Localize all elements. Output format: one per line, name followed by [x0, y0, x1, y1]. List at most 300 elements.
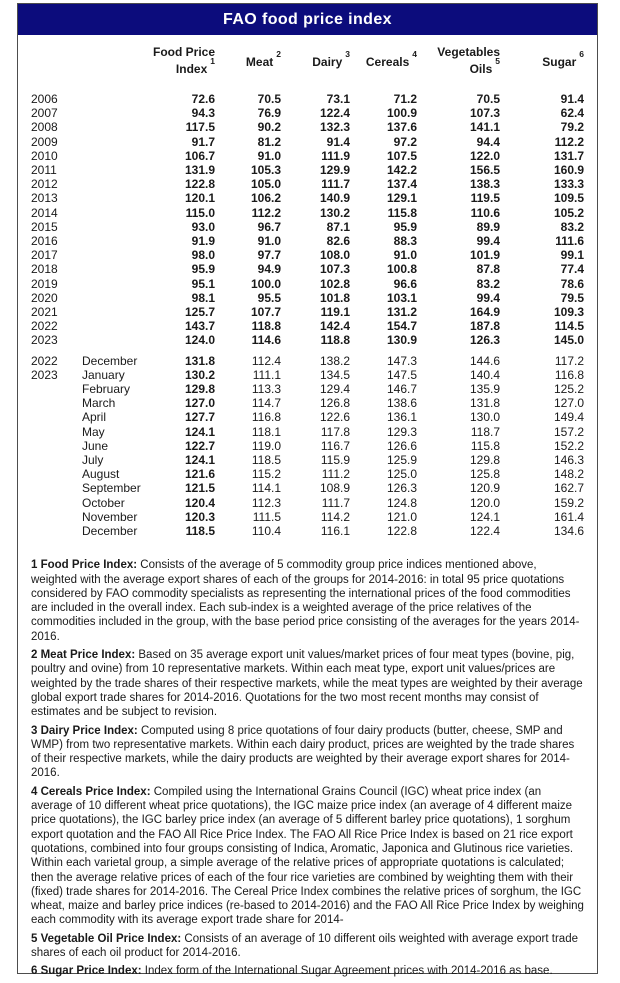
col-header-label: Cereals [365, 55, 410, 70]
value-cell: 120.3 [184, 509, 215, 524]
footnote-4-label: 4 Cereals Price Index: [31, 785, 151, 798]
footnote-2 [31, 648, 585, 719]
month-cell [82, 163, 148, 177]
value-cell: 91.0 [393, 248, 417, 263]
value-cell: 125.9 [386, 453, 417, 468]
footnote-3 [31, 724, 585, 781]
year-cell: 2023 [31, 333, 58, 348]
table-row [31, 425, 584, 439]
value-cell: 90.2 [257, 120, 281, 135]
value-cell: 91.9 [191, 234, 215, 249]
title-bar [18, 4, 597, 35]
value-cell: 137.4 [386, 177, 417, 192]
value-cell: 70.5 [476, 92, 500, 106]
value-cell: 160.9 [553, 163, 584, 178]
value-cell: 142.2 [386, 163, 417, 178]
footnote-1-label: 1 Food Price Index: [31, 559, 138, 572]
value-cell: 107.5 [386, 148, 417, 163]
year-cell [31, 396, 82, 410]
col-header-label: Index [175, 62, 208, 76]
table-row [31, 206, 584, 220]
value-cell: 111.6 [555, 234, 584, 249]
month-cell: December [82, 353, 138, 368]
value-cell: 152.2 [553, 438, 584, 453]
value-cell: 116.1 [320, 524, 350, 539]
month-cell: September [82, 481, 141, 496]
year-cell: 2006 [31, 92, 58, 106]
table-row [31, 277, 584, 291]
value-cell: 118.7 [470, 424, 500, 439]
value-cell: 73.1 [326, 92, 350, 106]
value-cell: 106.7 [184, 148, 215, 163]
value-cell: 102.8 [319, 276, 350, 291]
year-cell: 2014 [31, 205, 58, 220]
col-header-dairy [281, 39, 350, 83]
value-cell: 127.0 [184, 396, 215, 411]
value-cell: 101.9 [469, 248, 500, 263]
col-header-meat [215, 39, 281, 83]
col-header-food-price-index [148, 39, 215, 83]
value-cell: 121.6 [184, 467, 215, 482]
value-cell: 138.2 [319, 353, 350, 368]
value-cell: 121.5 [184, 481, 215, 496]
col-header-line2 [148, 56, 215, 77]
value-cell: 161.4 [553, 509, 584, 524]
value-cell: 124.8 [386, 495, 417, 510]
value-cell: 89.9 [476, 219, 500, 234]
value-cell: 144.6 [469, 353, 500, 368]
value-cell: 126.3 [386, 481, 417, 496]
month-cell: March [82, 396, 116, 411]
value-cell: 133.3 [553, 177, 584, 192]
table-row [31, 135, 584, 149]
col-header-line2 [417, 56, 500, 77]
footnote-marker: 4 [412, 49, 417, 60]
year-cell: 2012 [31, 177, 58, 192]
table-row [31, 348, 584, 368]
value-cell: 117.8 [320, 424, 350, 439]
table-row [31, 467, 584, 481]
value-cell: 122.8 [386, 524, 417, 539]
year-rows [31, 83, 584, 348]
value-cell: 114.5 [554, 319, 584, 334]
col-header-label: Meat [245, 55, 274, 70]
month-cell [82, 120, 148, 134]
value-cell: 96.7 [257, 219, 281, 234]
year-cell [31, 467, 82, 481]
value-cell: 154.7 [386, 319, 417, 334]
footnote-5 [31, 932, 585, 961]
table-row [31, 410, 584, 424]
month-cell: January [82, 367, 125, 382]
value-cell: 130.0 [469, 410, 500, 425]
value-cell: 116.8 [554, 367, 584, 382]
value-cell: 137.6 [386, 120, 417, 135]
value-cell: 125.2 [553, 382, 584, 397]
table-row [31, 481, 584, 495]
document-title: FAO food price index [223, 10, 392, 28]
value-cell: 112.2 [251, 205, 281, 220]
value-cell: 135.9 [469, 382, 500, 397]
value-cell: 126.6 [386, 438, 417, 453]
value-cell: 124.1 [184, 453, 215, 468]
value-cell: 91.0 [257, 234, 281, 249]
value-cell: 127.0 [553, 396, 584, 411]
price-index-table [31, 39, 584, 538]
value-cell: 142.4 [319, 319, 350, 334]
value-cell: 83.2 [476, 276, 500, 291]
table-row [31, 163, 584, 177]
value-cell: 111.7 [321, 177, 350, 192]
value-cell: 82.6 [326, 234, 350, 249]
value-cell: 100.0 [250, 276, 281, 291]
year-cell [31, 453, 82, 467]
col-header-label: Dairy [312, 55, 343, 70]
month-cell [82, 191, 148, 205]
value-cell: 131.2 [386, 305, 417, 320]
month-cell [82, 234, 148, 248]
value-cell: 124.1 [184, 424, 215, 439]
value-cell: 91.0 [257, 148, 281, 163]
value-cell: 114.6 [251, 333, 281, 348]
value-cell: 119.1 [320, 305, 350, 320]
value-cell: 146.7 [386, 382, 417, 397]
value-cell: 94.3 [191, 106, 215, 121]
footnote-2-text: Based on 35 average export unit values/market prices of four meat types (bovine, pig, poultry and ovine) from 10 representative markets. Within each meat type, export unit values/prices are weighted by the trade shares of their respective markets, while the meat types are weighted by their average global export trade shares for 2014-2016. Quotations for the two most recent months may consist of estimates and be subject to revision. [31, 649, 583, 719]
col-header-line2 [215, 49, 281, 70]
value-cell: 147.5 [386, 367, 417, 382]
value-cell: 111.1 [252, 367, 281, 382]
value-cell: 120.1 [184, 191, 215, 206]
year-cell: 2010 [31, 148, 58, 163]
value-cell: 111.9 [321, 148, 350, 163]
col-header-line1: Vegetables [437, 44, 500, 59]
year-cell: 2018 [31, 262, 58, 277]
col-header-sugar [500, 39, 584, 83]
value-cell: 87.1 [326, 219, 350, 234]
value-cell: 129.3 [386, 424, 417, 439]
value-cell: 107.3 [469, 106, 500, 121]
value-cell: 72.6 [191, 92, 215, 106]
value-cell: 91.7 [191, 134, 215, 149]
year-cell [31, 496, 82, 510]
value-cell: 109.3 [553, 305, 584, 320]
value-cell: 129.8 [184, 382, 215, 397]
year-cell [31, 524, 82, 538]
value-cell: 115.0 [185, 205, 215, 220]
year-cell: 2023 [31, 367, 58, 382]
value-cell: 122.4 [469, 524, 500, 539]
value-cell: 116.7 [320, 438, 350, 453]
month-cell [82, 106, 148, 120]
value-cell: 115.8 [470, 438, 500, 453]
month-cell [82, 277, 148, 291]
footnote-4 [31, 785, 585, 928]
value-cell: 146.3 [553, 453, 584, 468]
value-cell: 147.3 [386, 353, 417, 368]
value-cell: 108.0 [319, 248, 350, 263]
col-header-line2 [500, 49, 584, 70]
value-cell: 93.0 [191, 219, 215, 234]
value-cell: 114.1 [251, 481, 281, 496]
year-cell [31, 382, 82, 396]
value-cell: 129.1 [386, 191, 417, 206]
value-cell: 149.4 [553, 410, 584, 425]
year-cell: 2011 [31, 163, 57, 178]
footnote-1-text: Consists of the average of 5 commodity group price indices mentioned above, weighted with the average export shares of each of the groups for 2014-2016: in total 95 price quotations considered by FAO commodity specialists as representing the international prices of the food commodities are included in the overall index. Each sub-index is a weighted average of the price relatives of the commodities included in the group, with the base period price consisting of the averages for the years 2014-2016. [31, 559, 580, 643]
table-row [31, 83, 584, 106]
month-cell [82, 135, 148, 149]
footnote-2-label: 2 Meat Price Index: [31, 649, 136, 662]
header-row [31, 39, 584, 83]
footnote-3-text: Computed using 8 price quotations of four dairy products (butter, cheese, SMP and WMP) from two representative markets. Within each dairy product, prices are weighted by the trade shares of their respective markets, while the dairy products are weighted by their average export shares for 2014-2016. [31, 724, 575, 780]
value-cell: 96.6 [393, 276, 417, 291]
value-cell: 156.5 [469, 163, 500, 178]
year-cell: 2020 [31, 290, 58, 305]
table-section [18, 39, 597, 979]
value-cell: 105.3 [250, 163, 281, 178]
value-cell: 95.1 [191, 276, 215, 291]
value-cell: 118.1 [251, 424, 281, 439]
value-cell: 122.4 [319, 106, 350, 121]
value-cell: 106.2 [250, 191, 281, 206]
footnote-marker: 2 [276, 49, 281, 60]
value-cell: 91.4 [326, 134, 350, 149]
value-cell: 95.9 [393, 219, 417, 234]
col-header-year-spacer [31, 39, 82, 83]
footnote-5-label: 5 Vegetable Oil Price Index: [31, 932, 182, 945]
value-cell: 95.9 [191, 262, 215, 277]
value-cell: 187.8 [469, 319, 500, 334]
value-cell: 140.4 [469, 367, 500, 382]
value-cell: 112.2 [554, 134, 584, 149]
col-header-line2 [350, 49, 417, 70]
month-cell [82, 149, 148, 163]
value-cell: 130.2 [319, 205, 350, 220]
value-cell: 107.3 [319, 262, 350, 277]
value-cell: 98.1 [191, 290, 215, 305]
value-cell: 111.5 [252, 509, 281, 524]
value-cell: 105.2 [553, 205, 584, 220]
value-cell: 130.9 [386, 333, 417, 348]
value-cell: 91.4 [560, 92, 584, 106]
footnote-marker: 3 [345, 49, 350, 60]
value-cell: 118.5 [185, 524, 215, 539]
value-cell: 122.0 [469, 148, 500, 163]
year-cell: 2022 [31, 319, 58, 334]
month-cell [82, 220, 148, 234]
footnote-4-text: Compiled using the International Grains Council (IGC) wheat price index (an average of 10 different wheat price quotations), the IGC maize price index (an average of 4 different maize price quotations), the IGC barley price index (an average of 5 different barley price quotations), 1 sorghum export quotation and the FAO All Rice Price Index. The FAO All Rice Price Index is based on 21 rice export quotations, combined into four groups consisting of Indica, Aromatic, Japonica and Glutinous rice varieties. Within each varietal group, a simple average of the relative prices of appropriate quotations is calculated; then the average relative prices of each of the four rice varieties are combined by weighting them with their (fixed) trade shares for 2014-2016. The Cereal Price Index combines the relative prices of sorghum, the IGC wheat, maize and barley price indices (re-based to 2014-2016) and the FAO All Rice Price Index by weighing each commodity with its average export trade share for 2014- [31, 785, 584, 927]
table-row [31, 248, 584, 262]
table-row [31, 453, 584, 467]
footnote-3-label: 3 Dairy Price Index: [31, 724, 138, 737]
document-page [17, 3, 598, 978]
month-cell: December [82, 524, 138, 539]
value-cell: 129.4 [319, 382, 350, 397]
value-cell: 138.6 [386, 396, 417, 411]
value-cell: 99.4 [476, 290, 500, 305]
year-cell: 2009 [31, 134, 58, 149]
value-cell: 129.9 [319, 163, 350, 178]
footnotes [31, 558, 585, 978]
table-row [31, 220, 584, 234]
value-cell: 145.0 [553, 333, 584, 348]
year-cell: 2007 [31, 106, 58, 121]
value-cell: 110.4 [251, 524, 281, 539]
value-cell: 125.0 [386, 467, 417, 482]
year-cell: 2017 [31, 248, 58, 263]
year-cell: 2008 [31, 120, 58, 135]
value-cell: 100.9 [386, 106, 417, 121]
col-header-label: Sugar [542, 55, 577, 70]
month-cell [82, 206, 148, 220]
table-row [31, 191, 584, 205]
month-cell [82, 262, 148, 276]
value-cell: 129.8 [469, 453, 500, 468]
value-cell: 120.0 [469, 495, 500, 510]
value-cell: 162.7 [553, 481, 584, 496]
value-cell: 115.8 [387, 205, 417, 220]
value-cell: 134.5 [319, 367, 350, 382]
value-cell: 122.6 [319, 410, 350, 425]
value-cell: 99.4 [476, 234, 500, 249]
month-cell: August [82, 467, 120, 482]
value-cell: 120.4 [184, 495, 215, 510]
month-cell: June [82, 438, 109, 453]
value-cell: 131.8 [184, 353, 215, 368]
value-cell: 148.2 [553, 467, 584, 482]
value-cell: 103.1 [386, 290, 417, 305]
table-row [31, 510, 584, 524]
table-row [31, 234, 584, 248]
value-cell: 117.2 [554, 353, 584, 368]
table-header [31, 39, 584, 83]
table-row [31, 396, 584, 410]
value-cell: 97.2 [393, 134, 417, 149]
table-row [31, 333, 584, 347]
table-row [31, 120, 584, 134]
value-cell: 87.8 [476, 262, 500, 277]
col-header-vegetable-oils [417, 39, 500, 83]
value-cell: 94.9 [257, 262, 281, 277]
value-cell: 100.8 [386, 262, 417, 277]
col-header-cereals [350, 39, 417, 83]
value-cell: 118.8 [251, 319, 281, 334]
table-row [31, 149, 584, 163]
value-cell: 97.7 [257, 248, 281, 263]
value-cell: 121.0 [386, 509, 417, 524]
value-cell: 115.9 [320, 453, 350, 468]
month-cell [82, 248, 148, 262]
footnote-6 [31, 964, 585, 978]
value-cell: 88.3 [393, 234, 417, 249]
month-cell [82, 177, 148, 191]
value-cell: 131.9 [184, 163, 215, 178]
col-header-line1: Food Price [152, 44, 215, 59]
year-cell [31, 410, 82, 424]
value-cell: 118.8 [320, 333, 350, 348]
value-cell: 164.9 [469, 305, 500, 320]
month-cell [82, 83, 148, 106]
footnote-5-text: Consists of an average of 10 different oils weighted with average export trade shares of each oil product for 2014-2016. [31, 932, 578, 960]
value-cell: 112.3 [251, 495, 281, 510]
footnote-1 [31, 558, 585, 644]
value-cell: 136.1 [386, 410, 417, 425]
footnote-marker: 1 [210, 56, 215, 66]
year-cell: 2019 [31, 276, 58, 291]
year-cell [31, 510, 82, 524]
table-row [31, 106, 584, 120]
value-cell: 81.2 [257, 134, 281, 149]
table-row [31, 305, 584, 319]
value-cell: 77.4 [560, 262, 584, 277]
value-cell: 98.0 [191, 248, 215, 263]
year-cell: 2022 [31, 353, 58, 368]
footnote-6-label: 6 Sugar Price Index: [31, 965, 142, 978]
value-cell: 79.2 [560, 120, 584, 135]
table-row [31, 291, 584, 305]
value-cell: 79.5 [560, 290, 584, 305]
month-cell: October [82, 495, 125, 510]
value-cell: 126.3 [469, 333, 500, 348]
table-row [31, 177, 584, 191]
table-row [31, 439, 584, 453]
table-row [31, 382, 584, 396]
value-cell: 83.2 [560, 219, 584, 234]
table-row [31, 319, 584, 333]
col-header-line2 [281, 49, 350, 70]
table-row [31, 524, 584, 538]
value-cell: 114.2 [320, 509, 350, 524]
value-cell: 76.9 [257, 106, 281, 121]
value-cell: 111.7 [321, 495, 350, 510]
footnote-6-text: Index form of the International Sugar Agreement prices with 2014-2016 as base. [144, 965, 553, 978]
value-cell: 62.4 [560, 106, 584, 121]
month-cell [82, 291, 148, 305]
value-cell: 127.7 [184, 410, 215, 425]
value-cell: 118.5 [251, 453, 281, 468]
col-header-month-spacer [82, 39, 148, 83]
value-cell: 119.5 [470, 191, 500, 206]
year-cell: 2013 [31, 191, 58, 206]
value-cell: 71.2 [393, 92, 417, 106]
month-cell: February [82, 382, 131, 397]
value-cell: 122.8 [184, 177, 215, 192]
footnote-marker: 5 [495, 56, 500, 66]
value-cell: 131.7 [553, 148, 584, 163]
value-cell: 105.0 [250, 177, 281, 192]
value-cell: 94.4 [476, 134, 500, 149]
value-cell: 157.2 [553, 424, 584, 439]
month-cell: November [82, 509, 138, 524]
value-cell: 95.5 [257, 290, 281, 305]
month-rows [31, 348, 584, 539]
value-cell: 112.4 [251, 353, 281, 368]
value-cell: 99.1 [560, 248, 584, 263]
year-cell: 2016 [31, 234, 58, 249]
value-cell: 120.9 [469, 481, 500, 496]
value-cell: 110.6 [470, 205, 500, 220]
value-cell: 115.2 [251, 467, 281, 482]
month-cell [82, 333, 148, 347]
table-row [31, 496, 584, 510]
col-header-label: Oils [469, 62, 493, 76]
footnote-marker: 6 [579, 49, 584, 60]
value-cell: 125.7 [184, 305, 215, 320]
value-cell: 132.3 [319, 120, 350, 135]
month-cell: May [82, 424, 105, 439]
value-cell: 117.5 [185, 120, 215, 135]
